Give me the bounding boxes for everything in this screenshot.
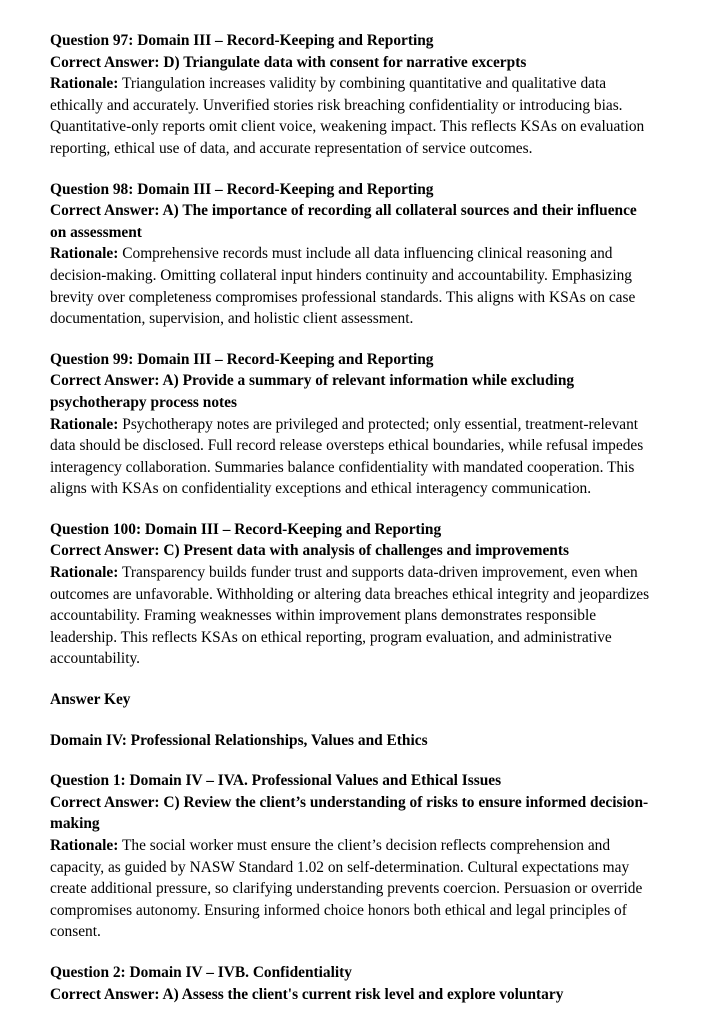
- correct-answer-line: [50, 540, 656, 562]
- domain-iv-heading: Domain IV: Professional Relationships, Values and Ethics: [50, 731, 428, 749]
- correct-answer-line: [50, 984, 656, 1006]
- correct-answer-label: Correct Answer:: [50, 985, 160, 1003]
- rationale-text: The social worker must ensure the client’s decision reflects comprehension and capacity, as guided by NASW Standard 1.02 on self-determination. Cultural expectations may create additional pressure, so clarifying understanding prevents coercion. Persuasion or override compromises autonomy. Ensuring informed choice honors both ethical and legal principles of consent.: [50, 837, 643, 941]
- correct-answer-line: [50, 200, 656, 243]
- correct-answer-line: [50, 370, 656, 413]
- correct-answer-label: Correct Answer:: [50, 53, 160, 71]
- question-heading: Question 97: Domain III – Record-Keeping and Reporting: [50, 32, 434, 49]
- rationale-text: Psychotherapy notes are privileged and protected; only essential, treatment-relevant data should be disclosed. Full record release oversteps ethical boundaries, while refusal impedes interagency collaboration. Summaries balance confidentiality with mandated cooperation. This aligns with KSAs on confidentiality exceptions and ethical interagency communication.: [50, 415, 644, 498]
- question-block-domain4-1: [50, 770, 656, 943]
- rationale-paragraph: [50, 243, 656, 329]
- correct-answer-text: D) Triangulate data with consent for narrative excerpts: [159, 53, 527, 71]
- correct-answer-line: [50, 52, 656, 74]
- rationale-label: Rationale:: [50, 75, 119, 93]
- question-block-97: [50, 30, 656, 160]
- correct-answer-label: Correct Answer:: [50, 793, 160, 811]
- answer-key-title: Answer Key: [50, 691, 131, 709]
- question-heading: Question 1: Domain IV – IVA. Professional Values and Ethical Issues: [50, 772, 502, 790]
- question-block-98: [50, 179, 656, 330]
- correct-answer-text: C) Present data with analysis of challenges and improvements: [159, 542, 569, 560]
- question-block-domain4-2: [50, 962, 656, 1005]
- question-block-100: [50, 519, 656, 670]
- question-block-99: [50, 349, 656, 500]
- rationale-paragraph: [50, 414, 656, 500]
- question-heading: Question 100: Domain III – Record-Keeping and Reporting: [50, 520, 442, 538]
- correct-answer-label: Correct Answer:: [50, 202, 160, 220]
- rationale-label: Rationale:: [50, 564, 119, 582]
- rationale-text: Transparency builds funder trust and supports data-driven improvement, even when outcomes are unfavorable. Withholding or altering data breaches ethical integrity and jeopardizes accountability. Framing weaknesses within improvement plans demonstrates responsible leadership. This reflects KSAs on ethical reporting, program evaluation, and administrative accountability.: [50, 564, 650, 668]
- rationale-paragraph: [50, 835, 656, 943]
- correct-answer-text: A) The importance of recording all collateral sources and their influence on assessment: [50, 202, 637, 241]
- correct-answer-text: A) Assess the client's current risk level and explore voluntary: [159, 985, 564, 1003]
- rationale-text: Comprehensive records must include all data influencing clinical reasoning and decision-making. Omitting collateral input hinders continuity and accountability. Emphasizing brevity over completeness compromises professional standards. This aligns with KSAs on case documentation, supervision, and holistic client assessment.: [50, 245, 636, 328]
- question-heading: Question 99: Domain III – Record-Keeping and Reporting: [50, 350, 434, 368]
- correct-answer-text: C) Review the client’s understanding of risks to ensure informed decision-making: [50, 793, 649, 833]
- correct-answer-label: Correct Answer:: [50, 542, 160, 560]
- rationale-label: Rationale:: [50, 415, 119, 433]
- rationale-paragraph: [50, 73, 656, 159]
- rationale-paragraph: [50, 562, 656, 670]
- question-heading: Question 98: Domain III – Record-Keeping and Reporting: [50, 180, 434, 198]
- correct-answer-line: [50, 792, 656, 835]
- correct-answer-label: Correct Answer:: [50, 372, 160, 390]
- correct-answer-text: A) Provide a summary of relevant information while excluding psychotherapy process notes: [50, 372, 575, 411]
- rationale-text: Triangulation increases validity by combining quantitative and qualitative data ethically and accurately. Unverified stories risk breaching confidentiality or introducing bias. Quantitative-only reports omit client voice, weakening impact. This reflects KSAs on evaluation reporting, ethical use of data, and accurate representation of service outcomes.: [50, 75, 645, 157]
- rationale-label: Rationale:: [50, 837, 119, 854]
- rationale-label: Rationale:: [50, 245, 119, 263]
- question-heading: Question 2: Domain IV – IVB. Confidentiality: [50, 963, 353, 981]
